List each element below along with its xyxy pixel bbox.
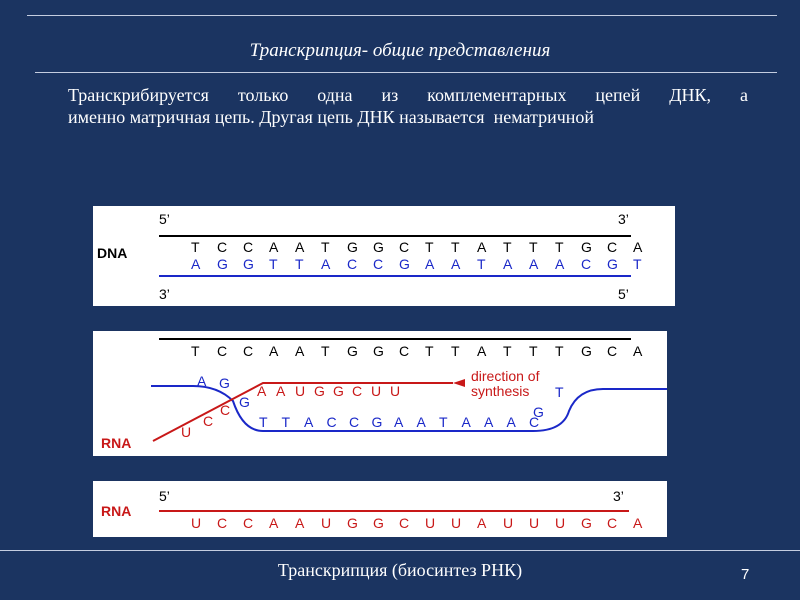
template-base: A (416, 414, 426, 430)
template-letter-g: G (239, 394, 250, 410)
template-base: A (461, 414, 471, 430)
dna-top-base: T (555, 239, 564, 255)
new-rna-base: U (295, 383, 306, 399)
dna-panel (93, 206, 675, 306)
dna-bottom-strand (191, 256, 642, 272)
rna-base: A (295, 515, 305, 531)
rna-right-end: 3’ (613, 488, 624, 504)
body-line-1-word: ДНК, (669, 85, 712, 105)
dna-bottom-base: A (425, 256, 435, 272)
body-line-1-word: из (381, 85, 399, 105)
dna-label: DNA (97, 245, 128, 261)
dna-top-base: A (295, 239, 305, 255)
dna-top-base: C (217, 239, 228, 255)
body-line-1 (68, 84, 748, 106)
top-strand-letters (191, 343, 643, 359)
rna-base: U (451, 515, 462, 531)
dna-bottom-base: C (581, 256, 592, 272)
dna-top-base: C (399, 239, 410, 255)
rna-diagram (93, 481, 667, 537)
dna-top-base: T (451, 239, 460, 255)
rna-base: A (633, 515, 643, 531)
dna-top-base: T (425, 239, 434, 255)
dna-bottom-base: G (399, 256, 410, 272)
dna-bottom-base: C (373, 256, 384, 272)
dna-top-base: G (347, 239, 358, 255)
dna-top-base: C (243, 239, 254, 255)
top-strand-base: T (555, 343, 564, 359)
dna-bottom-base: C (347, 256, 358, 272)
top-left-end: 5’ (159, 211, 170, 227)
direction-label-2: synthesis (471, 383, 530, 399)
rna-base: U (321, 515, 332, 531)
dna-top-base: T (321, 239, 330, 255)
top-strand-base: G (373, 343, 384, 359)
dna-bottom-base: G (243, 256, 254, 272)
rna-base: C (217, 515, 228, 531)
direction-label-1: direction of (471, 368, 540, 384)
rna-letter-c2: C (220, 402, 231, 418)
template-base: T (259, 414, 268, 430)
rna-base: A (477, 515, 487, 531)
top-strand-base: C (607, 343, 618, 359)
rna-base: C (399, 515, 410, 531)
bottom-left-end: 3’ (159, 286, 170, 302)
dna-bottom-base: T (633, 256, 642, 272)
body-line-1-word: Транскрибируется (68, 85, 209, 105)
top-strand-base: T (321, 343, 330, 359)
bubble-letter-g: G (219, 375, 230, 391)
dna-top-base: A (269, 239, 279, 255)
top-strand-base: A (269, 343, 279, 359)
new-rna-base: G (333, 383, 344, 399)
dna-bottom-base: A (451, 256, 461, 272)
dna-top-strand (191, 239, 643, 255)
rna-label: RNA (101, 435, 132, 451)
dna-bottom-base: G (217, 256, 228, 272)
rna-base: U (503, 515, 514, 531)
rna-base: U (529, 515, 540, 531)
dna-top-base: A (477, 239, 487, 255)
template-base: A (304, 414, 314, 430)
rna-letter-u: U (181, 424, 192, 440)
dna-top-base: T (503, 239, 512, 255)
body-line-1-word: комплементарных (427, 85, 567, 105)
dna-bottom-base: A (191, 256, 201, 272)
top-rule (27, 15, 777, 16)
top-strand-base: G (581, 343, 592, 359)
new-rna-base: U (390, 383, 401, 399)
rna-base: G (373, 515, 384, 531)
new-rna-base: A (257, 383, 267, 399)
body-line-1-word: а (739, 85, 748, 105)
top-strand-base: C (217, 343, 228, 359)
dna-top-base: T (191, 239, 200, 255)
top-strand-base: A (633, 343, 643, 359)
template-letter-t: T (555, 384, 564, 400)
dna-bottom-base: A (321, 256, 331, 272)
new-rna-base: U (371, 383, 382, 399)
bottom-right-end: 5’ (618, 286, 629, 302)
top-strand-base: C (399, 343, 410, 359)
transcription-diagram (93, 331, 667, 456)
dna-bottom-base: G (607, 256, 618, 272)
template-base: C (529, 414, 540, 430)
top-strand-base: T (425, 343, 434, 359)
dna-top-base: C (607, 239, 618, 255)
new-rna-base: C (352, 383, 363, 399)
top-strand-base: A (477, 343, 487, 359)
top-strand-base: T (451, 343, 460, 359)
slide-title: Транскрипция- общие представления (249, 40, 551, 61)
template-base: C (349, 414, 360, 430)
rna-left-end: 5’ (159, 488, 170, 504)
top-strand-base: T (191, 343, 200, 359)
page-number: 7 (741, 566, 750, 583)
dna-top-base: G (373, 239, 384, 255)
dna-top-base: G (581, 239, 592, 255)
rna-strand-letters (191, 515, 643, 531)
body-line-1-word: цепей (595, 85, 641, 105)
dna-bottom-base: T (269, 256, 278, 272)
top-right-end: 3’ (618, 211, 629, 227)
rna-result-label: RNA (101, 503, 132, 519)
dna-bottom-base: A (503, 256, 513, 272)
rna-base: C (607, 515, 618, 531)
rna-letter-c1: C (203, 413, 214, 429)
rna-base: G (347, 515, 358, 531)
top-strand-base: G (347, 343, 358, 359)
rna-base: C (243, 515, 254, 531)
template-base: A (394, 414, 404, 430)
template-base: A (484, 414, 494, 430)
dna-bottom-base: A (555, 256, 565, 272)
dna-bottom-base: T (295, 256, 304, 272)
new-rna-letters (257, 383, 400, 399)
template-base: T (281, 414, 291, 430)
body-line-2 (68, 106, 748, 128)
top-strand-base: T (529, 343, 538, 359)
rna-base: A (269, 515, 279, 531)
template-base: T (439, 414, 448, 430)
body-paragraph (68, 84, 748, 128)
footer-rule (0, 550, 800, 551)
template-base: C (326, 414, 337, 430)
template-base: A (506, 414, 516, 430)
dna-bottom-base: A (529, 256, 539, 272)
transcription-panel (93, 331, 667, 456)
dna-bottom-base: T (477, 256, 486, 272)
dna-top-base: T (529, 239, 538, 255)
template-strand-letters (259, 414, 539, 430)
dna-diagram (93, 206, 675, 306)
top-strand-base: T (503, 343, 512, 359)
rna-panel (93, 481, 667, 537)
new-rna-base: G (314, 383, 325, 399)
new-rna-base: A (276, 383, 286, 399)
body-line-1-word: только (237, 85, 289, 105)
body-line-1-word: одна (317, 85, 353, 105)
top-strand-base: C (243, 343, 254, 359)
top-strand-base: A (295, 343, 305, 359)
template-base: G (371, 414, 383, 430)
rna-base: U (555, 515, 566, 531)
direction-arrow-icon (453, 379, 465, 387)
footer-text: Транскрипция (биосинтез РНК) (277, 560, 523, 580)
body-line-2-text: именно матричная цепь. Другая цепь ДНК называется нематричной (68, 107, 595, 127)
template-letter-g-end: G (533, 404, 544, 420)
dna-top-base: A (633, 239, 643, 255)
rna-base: U (191, 515, 202, 531)
rna-base: G (581, 515, 592, 531)
rna-base: U (425, 515, 436, 531)
bubble-letter-a: A (197, 373, 207, 389)
title-rule (35, 72, 777, 73)
